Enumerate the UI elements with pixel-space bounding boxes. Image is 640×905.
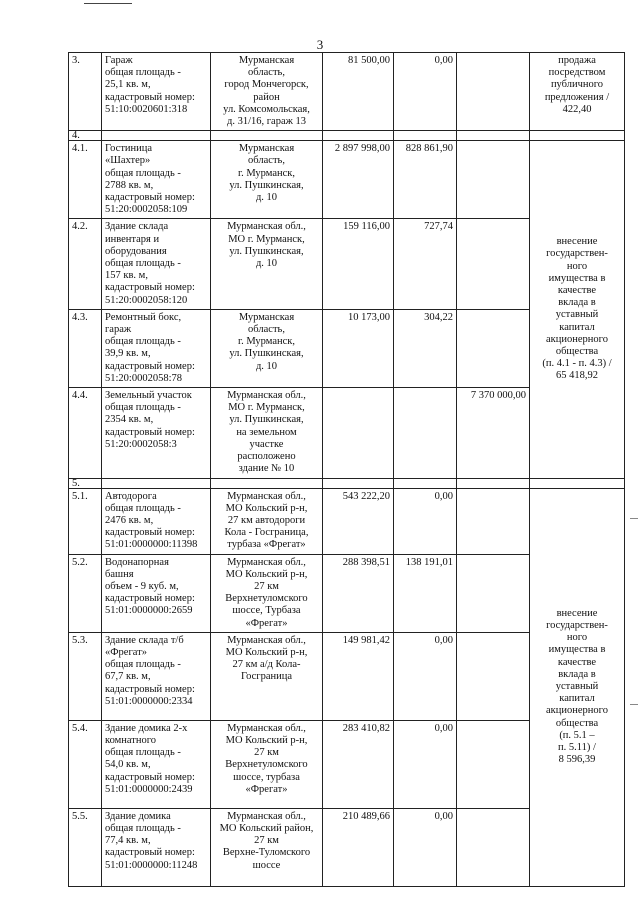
cadastral-value: 7 370 000,00 (457, 388, 530, 478)
property-name: Водонапорная башня объем - 9 куб. м, кадастровый номер: 51:01:0000000:2659 (102, 554, 211, 632)
row-number: 5.5. (69, 808, 102, 886)
cadastral-value (457, 808, 530, 886)
property-address: Мурманская обл., МО Кольский р-н, 27 км Верхнетуломского шоссе, Турбаза «Фрегат» (211, 554, 323, 632)
residual-value: 0,00 (394, 488, 457, 554)
table-row (69, 488, 625, 554)
property-name: Здание склада т/б «Фрегат» общая площадь - 67,7 кв. м, кадастровый номер: 51:01:0000000:2334 (102, 632, 211, 720)
cadastral-value (457, 720, 530, 808)
table-row (69, 141, 625, 219)
residual-value: 138 191,01 (394, 554, 457, 632)
cadastral-value (457, 632, 530, 720)
book-value: 288 398,51 (323, 554, 394, 632)
row-number: 4.1. (69, 141, 102, 219)
row-number: 5.1. (69, 488, 102, 554)
section-row (69, 131, 625, 141)
disposal-method-group-4: внесение государствен- ного имущества в качестве вклада в уставный капитал акционерного общества (п. 4.1 - п. 4.3) / 65 418,92 (530, 141, 625, 478)
book-value: 10 173,00 (323, 309, 394, 387)
property-address: Мурманская обл., МО Кольский район, 27 км Верхне-Туломского шоссе (211, 808, 323, 886)
property-address: Мурманская область, г. Мурманск, ул. Пушкинская, д. 10 (211, 141, 323, 219)
row-number: 5.2. (69, 554, 102, 632)
property-table (68, 52, 625, 887)
book-value: 159 116,00 (323, 219, 394, 309)
property-address: Мурманская область, город Мончегорск, район ул. Комсомольская, д. 31/16, гараж 13 (211, 53, 323, 131)
property-address: Мурманская обл., МО Кольский р-н, 27 км а/д Кола- Госграница (211, 632, 323, 720)
property-name: Земельный участок общая площадь - 2354 кв. м, кадастровый номер: 51:20:0002058:3 (102, 388, 211, 478)
row-number: 4.2. (69, 219, 102, 309)
property-name: Ремонтный бокс, гараж общая площадь - 39,9 кв. м, кадастровый номер: 51:20:0002058:78 (102, 309, 211, 387)
property-name: Автодорога общая площадь - 2476 кв. м, кадастровый номер: 51:01:0000000:11398 (102, 488, 211, 554)
residual-value: 0,00 (394, 53, 457, 131)
disposal-method: продажа посредством публичного предложения / 422,40 (530, 53, 625, 131)
table-row (69, 53, 625, 131)
book-value: 283 410,82 (323, 720, 394, 808)
property-name: Гостиница «Шахтер» общая площадь - 2788 кв. м, кадастровый номер: 51:20:0002058:109 (102, 141, 211, 219)
residual-value (394, 388, 457, 478)
cadastral-value (457, 554, 530, 632)
property-address: Мурманская обл., МО г. Мурманск, ул. Пушкинская, д. 10 (211, 219, 323, 309)
row-number: 3. (69, 53, 102, 131)
section-number: 5. (69, 478, 102, 488)
cadastral-value (457, 488, 530, 554)
property-name: Здание склада инвентаря и оборудования общая площадь - 157 кв. м, кадастровый номер: 51:20:0002058:120 (102, 219, 211, 309)
cadastral-value (457, 219, 530, 309)
row-number: 5.3. (69, 632, 102, 720)
section-row (69, 478, 625, 488)
property-name: Здание домика общая площадь - 77,4 кв. м, кадастровый номер: 51:01:0000000:11248 (102, 808, 211, 886)
book-value: 81 500,00 (323, 53, 394, 131)
page-number: 3 (316, 37, 324, 52)
cadastral-value (457, 309, 530, 387)
residual-value: 304,22 (394, 309, 457, 387)
top-rule (84, 3, 132, 4)
book-value (323, 388, 394, 478)
disposal-method-group-5: внесение государствен- ного имущества в качестве вклада в уставный капитал акционерного общества (п. 5.1 – п. 5.11) / 8 596,39 (530, 488, 625, 886)
residual-value: 727,74 (394, 219, 457, 309)
property-address: Мурманская обл., МО г. Мурманск, ул. Пушкинская, на земельном участке расположено здание № 10 (211, 388, 323, 478)
edge-mark (630, 704, 638, 705)
book-value: 2 897 998,00 (323, 141, 394, 219)
book-value: 210 489,66 (323, 808, 394, 886)
residual-value: 0,00 (394, 720, 457, 808)
property-address: Мурманская обл., МО Кольский р-н, 27 км Верхнетуломского шоссе, турбаза «Фрегат» (211, 720, 323, 808)
book-value: 149 981,42 (323, 632, 394, 720)
cadastral-value (457, 53, 530, 131)
property-address: Мурманская область, г. Мурманск, ул. Пушкинская, д. 10 (211, 309, 323, 387)
residual-value: 828 861,90 (394, 141, 457, 219)
property-name: Здание домика 2-х комнатного общая площадь - 54,0 кв. м, кадастровый номер: 51:01:0000000:2439 (102, 720, 211, 808)
section-number: 4. (69, 131, 102, 141)
row-number: 5.4. (69, 720, 102, 808)
residual-value: 0,00 (394, 632, 457, 720)
property-name: Гараж общая площадь - 25,1 кв. м, кадастровый номер: 51:10:0020601:318 (102, 53, 211, 131)
row-number: 4.3. (69, 309, 102, 387)
book-value: 543 222,20 (323, 488, 394, 554)
property-address: Мурманская обл., МО Кольский р-н, 27 км автодороги Кола - Госграница, турбаза «Фрегат» (211, 488, 323, 554)
edge-mark (630, 518, 638, 519)
row-number: 4.4. (69, 388, 102, 478)
cadastral-value (457, 141, 530, 219)
residual-value: 0,00 (394, 808, 457, 886)
